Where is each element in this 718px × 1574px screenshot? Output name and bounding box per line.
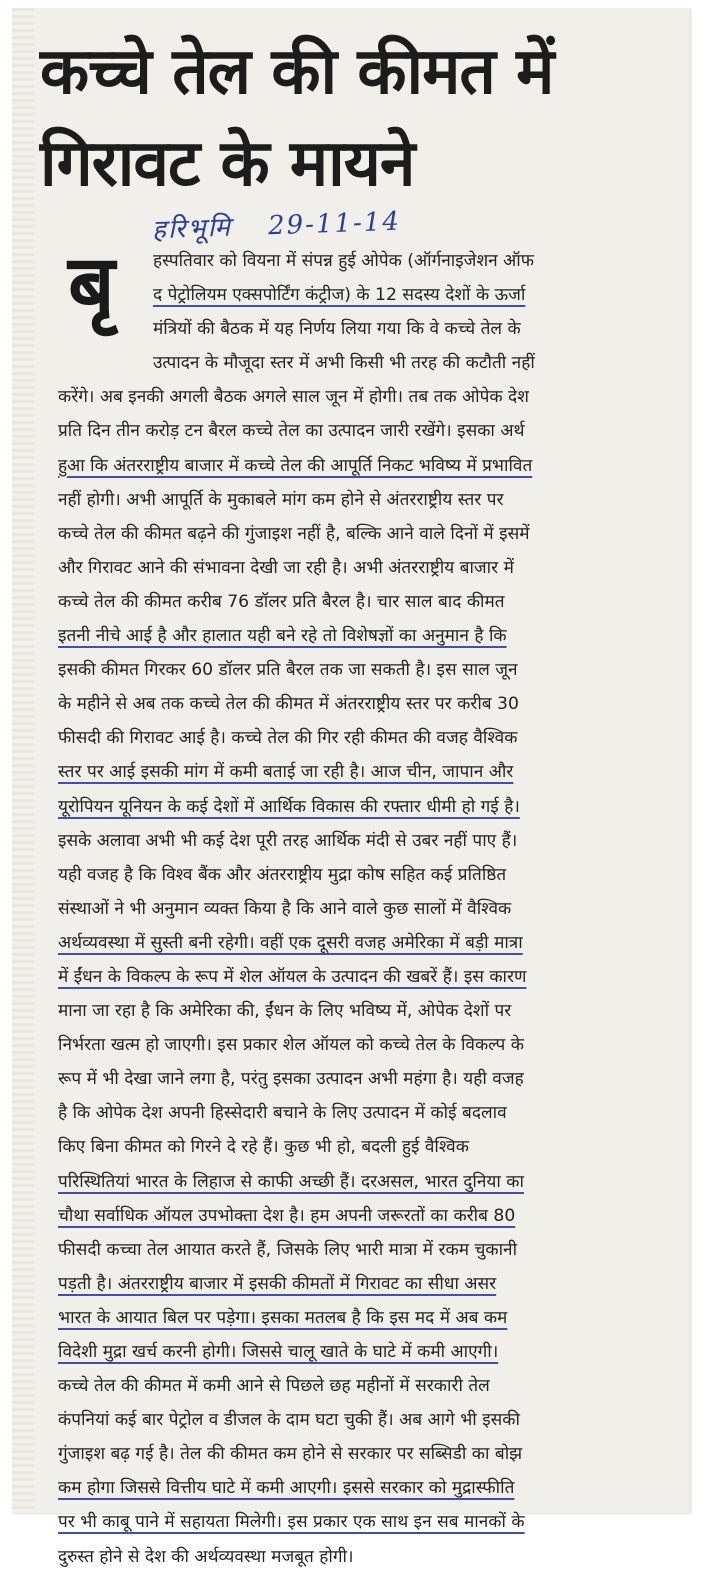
article-line: चौथा सर्वाधिक ऑयल उपभोक्ता देश है। हम अपनी जरूरतों का करीब 80 [58,1205,516,1226]
article-line: परिस्थितियां भारत के लिहाज से काफी अच्छी हैं। दरअसल, भारत दुनिया का [58,1171,524,1192]
article-line: हस्पतिवार को वियना में संपन्न हुई ओपेक (ऑर्गनाइजेशन ऑफ [153,251,534,271]
newspaper-clipping [12,8,690,1567]
article-line: रूप में भी देखा जाने लगा है, परंतु इसका उत्पादन अभी महंगा है। यही वजह [58,1069,524,1090]
article-body [58,244,688,1574]
handwritten-annotation [151,202,401,247]
article-line: संस्थाओं ने भी अनुमान व्यक्त किया है कि आने वाले कुछ सालों में वैश्विक [58,898,512,919]
article-line: हुआ कि अंतरराष्ट्रीय बाजार में कच्चे तेल की आपूर्ति निकट भविष्य में प्रभावित [58,455,533,476]
article-line: नहीं होगी। अभी आपूर्ति के मुकाबले मांग कम होने से अंतरराष्ट्रीय स्तर पर [58,489,504,510]
article-headline [40,26,660,210]
handwritten-source: हरिभूमि [151,212,233,246]
article-line: फीसदी की गिरावट आई है। कच्चे तेल की गिर रही कीमत की वजह वैश्विक [58,728,518,749]
article-line: पड़ती है। अंतरराष्ट्रीय बाजार में इसकी कीमतों में गिरावट का सीधा असर [58,1273,497,1294]
handwritten-date: 29-11-14 [267,206,402,242]
article-line: कम होगा जिससे वित्तीय घाटे में कमी आएगी। इससे सरकार को मुद्रास्फीति [58,1478,515,1499]
article-line: है कि ओपेक देश अपनी हिस्सेदारी बचाने के लिए उत्पादन में कोई बदलाव [58,1103,507,1124]
drop-cap: बृ [68,238,115,333]
article-line: फीसदी कच्चा तेल आयात करते हैं, जिसके लिए भारी मात्रा में रकम चुकानी [58,1239,518,1260]
headline-line: गिरावट के मायने [40,127,415,201]
article-line: दुरुस्त होने से देश की अर्थव्यवस्था मजबूत होगी। [58,1546,354,1567]
headline-line: कच्चे तेल की कीमत में [40,35,554,109]
article-line: निर्भरता खत्म हो जाएगी। इस प्रकार शेल ऑयल को कच्चे तेल के विकल्प के [58,1035,524,1056]
article-line: अर्थव्यवस्था में सुस्ती बनी रहेगी। वहीं एक दूसरी वजह अमेरिका में बड़ी मात्रा [58,932,523,953]
article-line: कंपनियां कई बार पेट्रोल व डीजल के दाम घटा चुकी हैं। अब आगे भी इसकी [58,1410,520,1431]
article-line: प्रति दिन तीन करोड़ टन बैरल कच्चे तेल का उत्पादन जारी रखेंगे। इसका अर्थ [58,421,525,442]
article-line: मंत्रियों की बैठक में यह निर्णय लिया गया कि वे कच्चे तेल के [153,319,521,340]
article-line: इतनी नीचे आई है और हालात यही बने रहे तो विशेषज्ञों का अनुमान है कि [58,626,507,647]
article-line: यूरोपियन यूनियन के कई देशों में आर्थिक विकास की रफ्तार धीमी हो गई है। [58,796,520,817]
article-line: गुंजाइश बढ़ गई है। तेल की कीमत कम होने से सरकार पर सब्सिडी का बोझ [58,1444,523,1465]
article-line: में ईंधन के विकल्प के रूप में शेल ऑयल के उत्पादन की खबरें हैं। इस कारण [58,966,527,987]
article-line: करेंगे। अब इनकी अगली बैठक अगले साल जून में होगी। तब तक ओपेक देश [58,387,529,408]
article-line: उत्पादन के मौजूदा स्तर में अभी किसी भी तरह की कटौती नहीं [153,353,535,374]
article-line: माना जा रहा है कि अमेरिका की, ईंधन के लिए भविष्य में, ओपेक देशों पर [58,1001,512,1022]
article-line: कच्चे तेल की कीमत करीब 76 डॉलर प्रति बैरल है। चार साल बाद कीमत [58,591,505,612]
article-line: स्तर पर आई इसकी मांग में कमी बताई जा रही है। आज चीन, जापान और [58,762,514,783]
article-line: कच्चे तेल की कीमत में कमी आने से पिछले छह महीनों में सरकारी तेल [58,1376,490,1397]
article-line: कच्चे तेल की कीमत बढ़ने की गुंजाइश नहीं है, बल्कि आने वाले दिनों में इसमें [58,523,530,544]
article-line: और गिरावट आने की संभावना देखी जा रही है। अभी अंतरराष्ट्रीय बाजार में [58,557,514,578]
article-line: के महीने से अब तक कच्चे तेल की कीमत में अंतरराष्ट्रीय स्तर पर करीब 30 [58,694,519,715]
article-line: यही वजह है कि विश्व बैंक और अंतरराष्ट्रीय मुद्रा कोष सहित कई प्रतिष्ठित [58,864,507,885]
article-line: किए बिना कीमत को गिरने दे रहे हैं। कुछ भी हो, बदली हुई वैश्विक [58,1137,469,1158]
article-line: भारत के आयात बिल पर पड़ेगा। इसका मतलब है कि इस मद में अब कम [58,1307,508,1328]
article-line: इसके अलावा अभी भी कई देश पूरी तरह आर्थिक मंदी से उबर नहीं पाए हैं। [58,830,518,851]
article-line: द पेट्रोलियम एक्सपोर्टिंग कंट्रीज) के 12 सदस्य देशों के ऊर्जा [153,285,526,306]
article-line: इसकी कीमत गिरकर 60 डॉलर प्रति बैरल तक जा सकती है। इस साल जून [58,660,518,681]
article-line: विदेशी मुद्रा खर्च करनी होगी। जिससे चालू खाते के घाटे में कमी आएगी। [58,1342,499,1362]
paper-edge-texture [12,8,34,1513]
article-line: पर भी काबू पाने में सहायता मिलेगी। इस प्रकार एक साथ इन सब मानकों के [58,1512,525,1533]
